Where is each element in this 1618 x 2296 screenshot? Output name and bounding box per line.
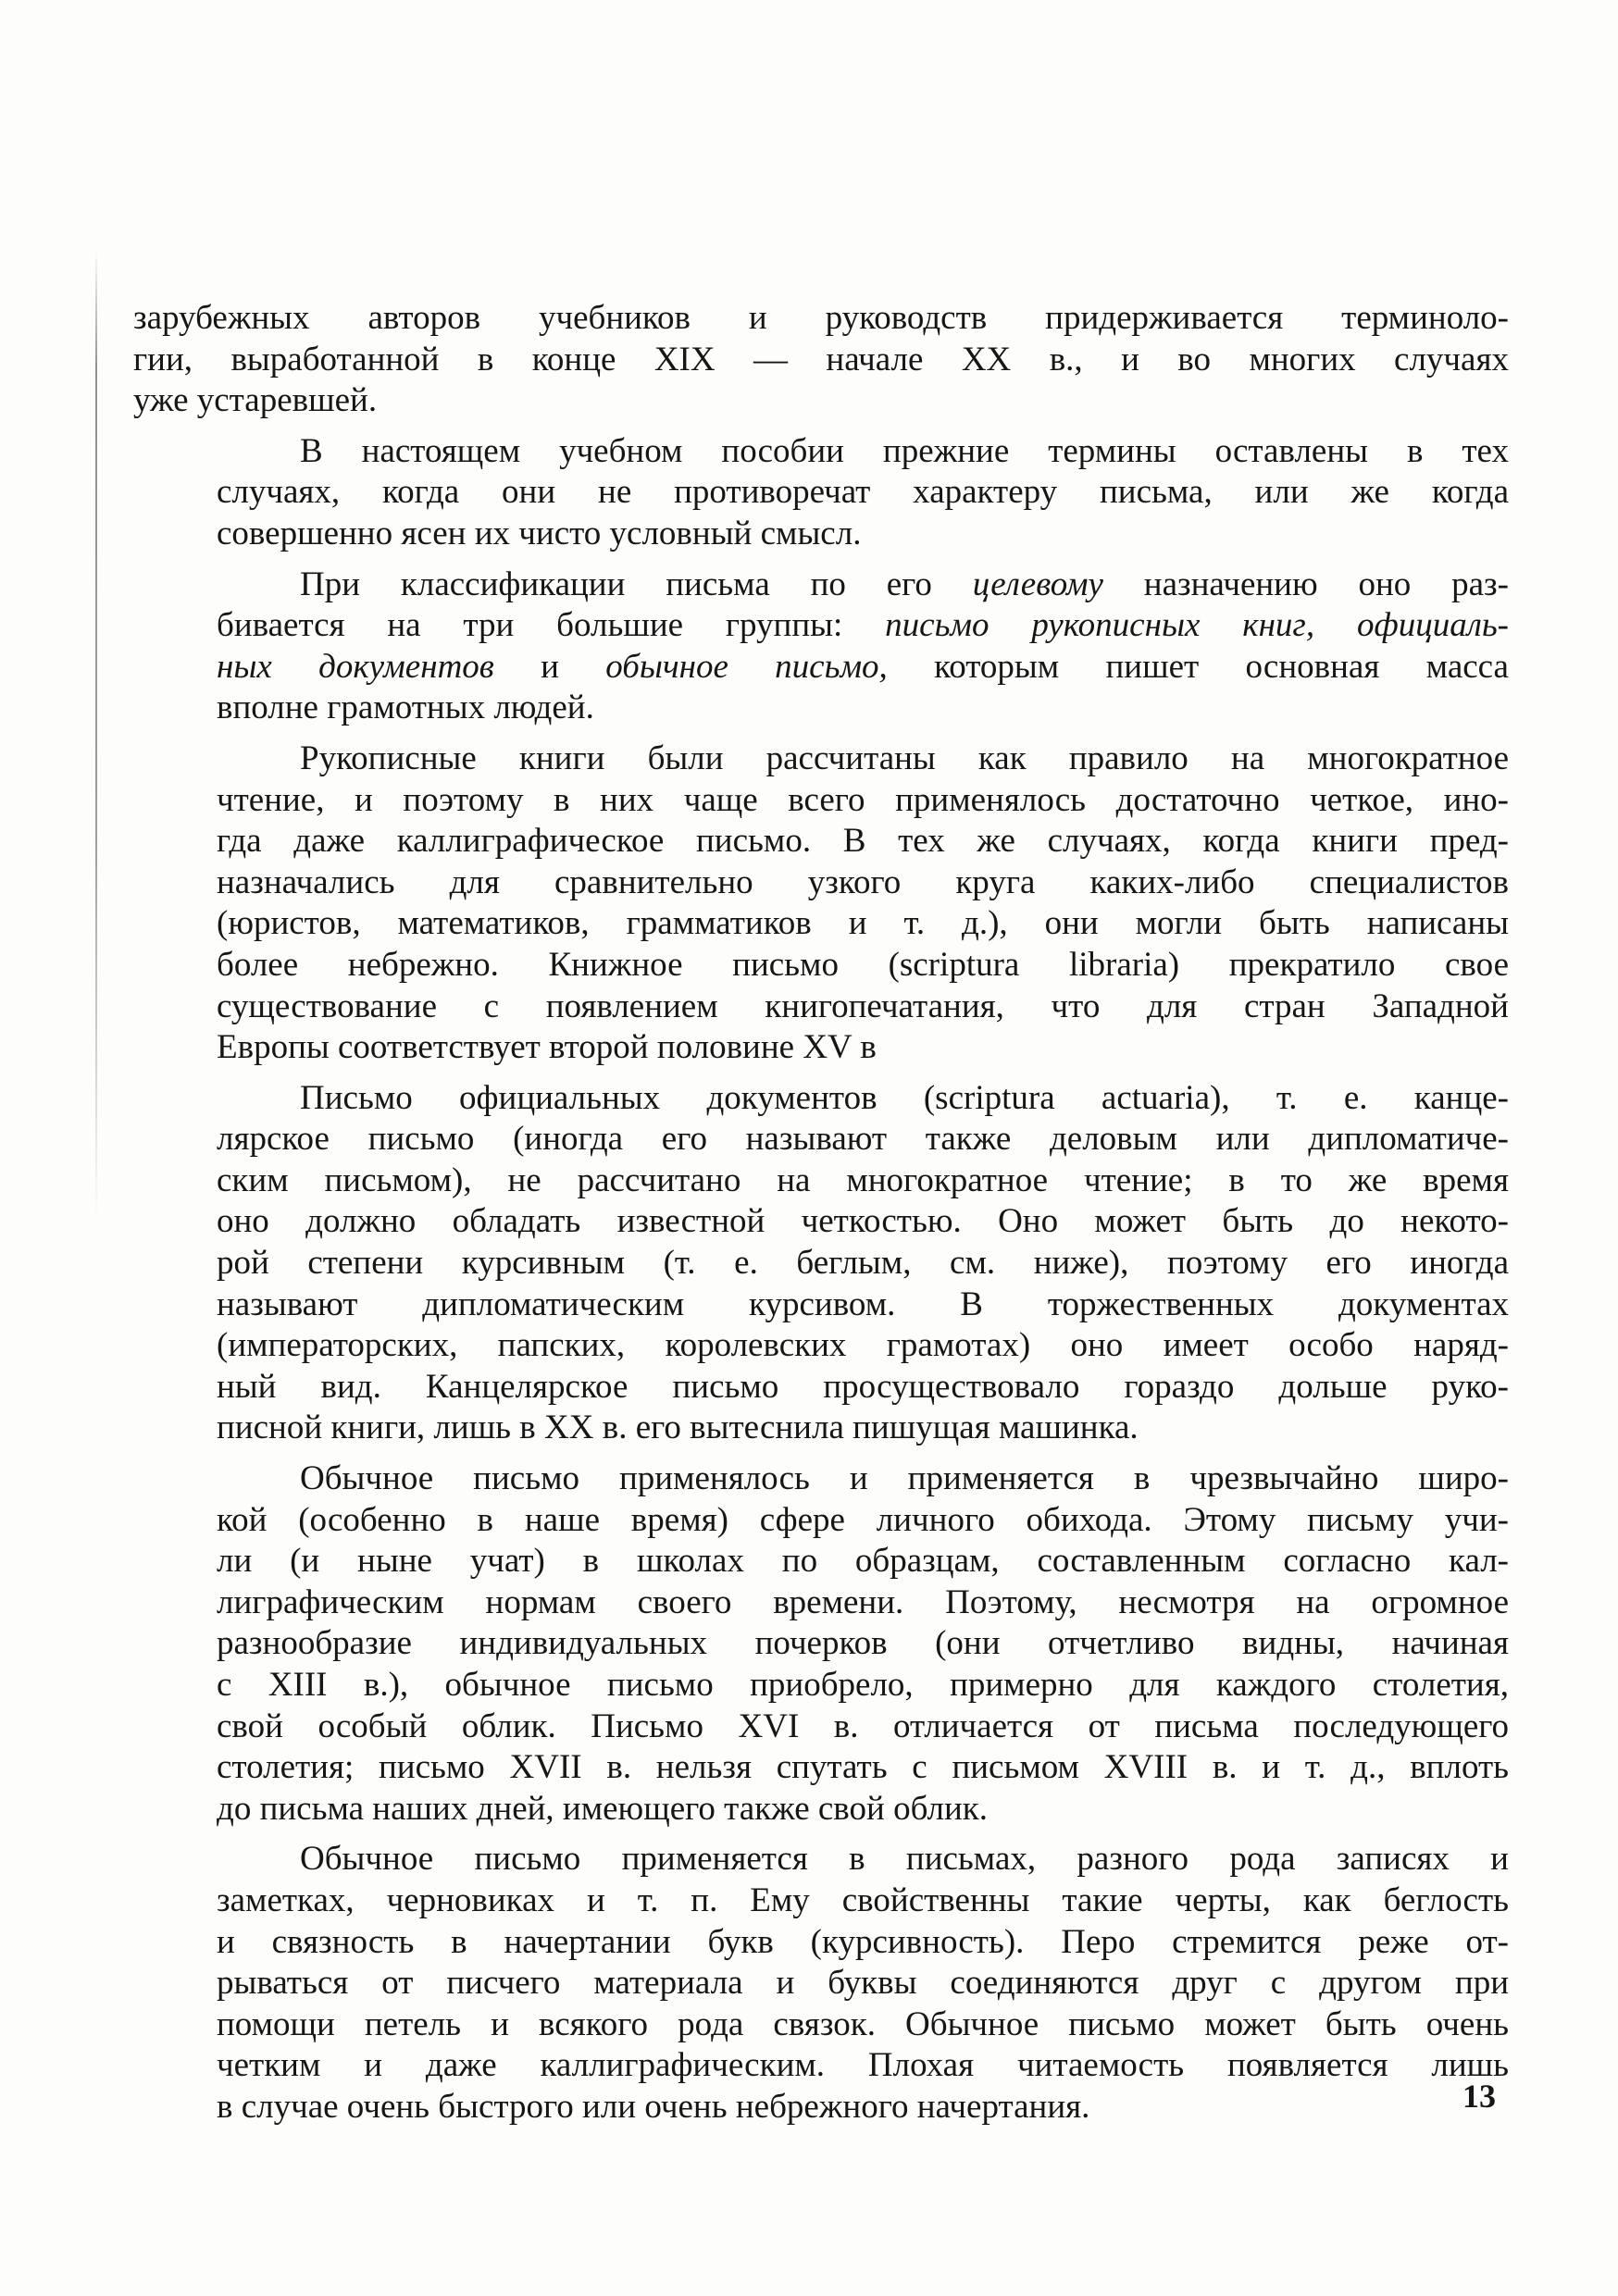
text-line: ный вид. Канцелярское письмо просуществовало гораздо дольше руко- [217, 1367, 1509, 1406]
text-line: случаях, когда они не противоречат характеру письма, или же когда [217, 473, 1509, 512]
text-run: назначению оно раз- [1102, 565, 1509, 603]
text-line: Европы соответствует второй половине XV в [217, 1028, 877, 1067]
text-line: оно должно обладать известной четкостью. Оно может быть до некото- [217, 1202, 1509, 1241]
text-line: зарубежных авторов учебников и руководств придерживается терминоло- [133, 299, 1509, 337]
text-line: в случае очень быстрого или очень небрежного начертания. [217, 2087, 1090, 2126]
text-line: столетия; письмо XVII в. нельзя спутать с письмом XVIII в. и т. д., вплоть [217, 1748, 1509, 1787]
text-line [133, 647, 1509, 689]
paragraph-1 [133, 298, 1509, 422]
text-line: рой степени курсивным (т. е. беглым, см. ниже), поэтому его иногда [217, 1244, 1509, 1283]
text-run: и [493, 647, 606, 686]
text-line: лиграфическим нормам своего времени. Поэтому, несмотря на огромное [217, 1582, 1509, 1621]
text-line: (юристов, математиков, грамматиков и т. д.), они могли быть написаны [217, 904, 1509, 943]
text-line: помощи петель и всякого рода связок. Обычное письмо может быть очень [217, 2004, 1509, 2043]
text-line: Письмо официальных документов (scriptura actuaria), т. е. канце- [300, 1078, 1509, 1117]
text-line: Рукописные книги были рассчитаны как правило на многократное [300, 738, 1509, 777]
text-line: с XIII в.), обычное письмо приобрело, примерно для каждого столетия, [217, 1666, 1509, 1704]
text-line: совершенно ясен их чисто условный смысл. [217, 514, 862, 552]
text-run: При классификации письма по его [300, 565, 973, 603]
paragraph-2 [133, 431, 1509, 555]
text-line: лярское письмо (иногда его называют также деловым или дипломатиче- [217, 1120, 1509, 1159]
binding-shadow [95, 250, 97, 1222]
paragraph-6 [133, 1458, 1509, 1830]
text-line: рываться от писчего материала и буквы соединяются друг с другом при [217, 1964, 1509, 2003]
text-line: гда даже каллиграфическое письмо. В тех же случаях, когда книги пред- [217, 822, 1509, 861]
paragraph-3 [133, 565, 1509, 729]
text-line: ским письмом), не рассчитано на многократное чтение; в то же время [217, 1160, 1509, 1199]
text-line [133, 605, 1509, 647]
page-number: 13 [1462, 2078, 1496, 2115]
text-line: разнообразие индивидуальных почерков (они отчетливо видны, начиная [217, 1624, 1509, 1663]
text-line: уже устаревшей. [133, 381, 378, 420]
italic-term: ных документов [217, 647, 494, 686]
text-line: (императорских, папских, королевских грамотах) оно имеет особо наряд- [217, 1326, 1509, 1365]
body-text [133, 298, 1509, 2128]
text-line: В настоящем учебном пособии прежние термины оставлены в тех [300, 431, 1509, 470]
text-line: четким и даже каллиграфическим. Плохая читаемость появляется лишь [217, 2046, 1509, 2085]
text-line: писной книги, лишь в XX в. его вытеснила пишущая машинка. [217, 1409, 1139, 1447]
text-line: гии, выработанной в конце XIX — начале XX в., и во многих случаях [133, 340, 1509, 379]
text-line: более небрежно. Книжное письмо (scriptura libraria) прекратило свое [217, 945, 1509, 984]
text-line: называют дипломатическим курсивом. В торжественных документах [217, 1285, 1509, 1323]
text-line: кой (особенно в наше время) сфере личного обихода. Этому письму учи- [217, 1500, 1509, 1539]
text-line: Обычное письмо применялось и применяется в чрезвычайно широ- [300, 1459, 1509, 1498]
text-run: которым пишет основная масса [887, 647, 1509, 686]
text-line: чтение, и поэтому в них чаще всего применялось достаточно четкое, ино- [217, 780, 1509, 819]
text-line [133, 565, 1509, 606]
italic-term: письмо рукописных книг, официаль- [885, 606, 1510, 645]
text-run: вполне грамотных людей. [217, 689, 594, 727]
italic-term: целевому [972, 565, 1103, 603]
text-line: назначались для сравнительно узкого круга каких-либо специалистов [217, 863, 1509, 901]
text-line: существование с появлением книгопечатания, что для стран Западной [217, 987, 1509, 1025]
text-line: и связность в начертании букв (курсивность). Перо стремится реже от- [217, 1922, 1509, 1961]
paragraph-5 [133, 1078, 1509, 1449]
text-run: бивается на три большие группы: [217, 606, 886, 645]
paragraph-7 [133, 1839, 1509, 2128]
italic-term: обычное письмо, [605, 647, 888, 686]
text-line: ли (и ныне учат) в школах по образцам, составленным согласно кал- [217, 1542, 1509, 1581]
text-line [133, 688, 1509, 729]
paragraph-4 [133, 738, 1509, 1069]
text-line: до письма наших дней, имеющего также свой облик. [217, 1789, 988, 1828]
text-line: Обычное письмо применяется в письмах, разного рода записях и [300, 1840, 1509, 1879]
text-line: заметках, черновиках и т. п. Ему свойственны такие черты, как беглость [217, 1880, 1509, 1919]
text-line: свой особый облик. Письмо XVI в. отличается от письма последующего [217, 1706, 1509, 1745]
